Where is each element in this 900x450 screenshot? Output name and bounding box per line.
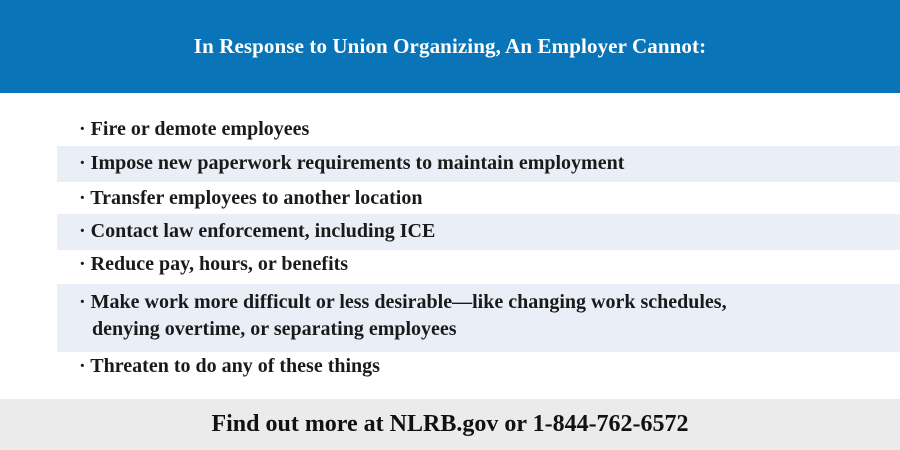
- list-item: [57, 146, 900, 182]
- list-item: [57, 352, 900, 388]
- list-item-text: · Threaten to do any of these things: [79, 355, 380, 377]
- list-item-text: · Reduce pay, hours, or benefits: [79, 253, 349, 275]
- list-item-text: · Make work more difficult or less desirable—like changing work schedules,: [79, 291, 727, 313]
- list-item: [57, 250, 900, 284]
- list-item-text: · Fire or demote employees: [79, 118, 310, 140]
- list-item: [57, 182, 900, 214]
- list-item-text-continued: denying overtime, or separating employees: [92, 318, 457, 340]
- page-title: In Response to Union Organizing, An Employer Cannot:: [193, 34, 707, 58]
- list-item-text: · Transfer employees to another location: [79, 187, 423, 209]
- header-banner: [0, 0, 900, 93]
- list-item: [57, 110, 900, 146]
- list-item: [57, 284, 900, 352]
- prohibited-actions-list: [0, 93, 900, 399]
- list-item: [57, 214, 900, 250]
- list-item-text: · Contact law enforcement, including ICE: [79, 220, 436, 242]
- list-item-text: · Impose new paperwork requirements to maintain employment: [79, 152, 625, 174]
- footer-banner: [0, 399, 900, 450]
- footer-contact-text: Find out more at NLRB.gov or 1-844-762-6572: [211, 411, 689, 437]
